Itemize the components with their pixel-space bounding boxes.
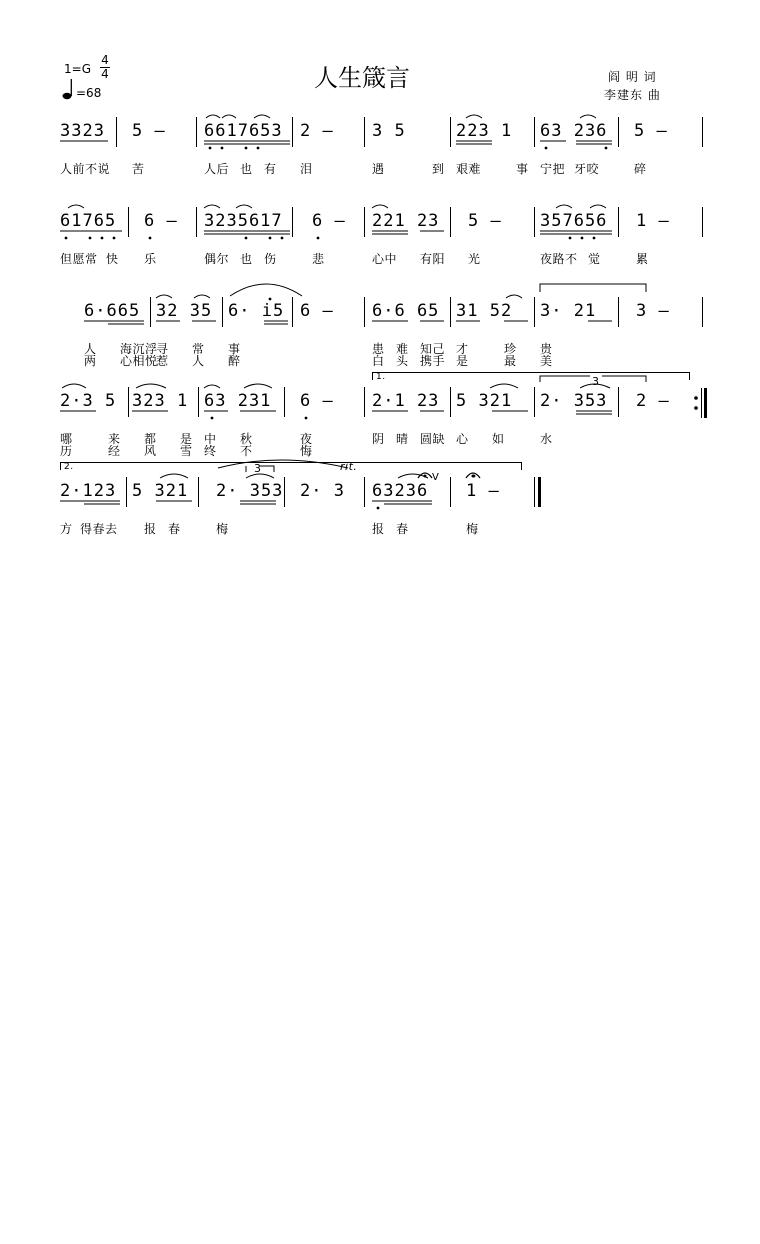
measure-notes: 2·1 23	[372, 391, 440, 411]
lyric: 人	[84, 342, 97, 356]
lyric: 人前不说	[60, 162, 111, 176]
measure-notes: 3 –	[636, 301, 670, 321]
lyric: 碎	[634, 162, 647, 176]
lyric: 携手	[420, 354, 446, 368]
lyric: 美	[540, 354, 553, 368]
lyric: 累	[636, 252, 649, 266]
lyric: 雪	[180, 444, 193, 458]
measure-notes: 6· i5	[228, 301, 285, 321]
lyric: 也	[240, 162, 253, 176]
lyric: 人	[192, 354, 205, 368]
lyric: 都	[144, 432, 157, 446]
lyric: 人后	[204, 162, 230, 176]
lyric: 海沉浮	[120, 342, 158, 356]
measure-notes: 5 321	[456, 391, 513, 411]
lyric: 晴	[396, 432, 409, 446]
key-signature: 1=G	[64, 62, 91, 76]
lyric: 艰难	[456, 162, 482, 176]
time-signature-top: 4	[101, 53, 109, 67]
lyric: 报	[144, 522, 157, 536]
lyric: 夜	[300, 432, 313, 446]
lyric: 白	[372, 354, 385, 368]
lyric: 秋	[240, 432, 253, 446]
measure-notes: 63236	[372, 481, 429, 501]
measure-notes: 3· 21	[540, 301, 597, 321]
volta-2-label: 2.	[64, 462, 74, 472]
measure-notes: 31 52	[456, 301, 513, 321]
lyric: 寻	[156, 342, 169, 356]
measure-notes: 5 –	[132, 121, 166, 141]
lyric: 春	[396, 522, 409, 536]
lyric: 常	[192, 342, 205, 356]
lyric: 圆缺	[420, 432, 446, 446]
lyric: 夜路不	[540, 252, 578, 266]
measure-notes: 2· 353	[216, 481, 284, 501]
composer-credit: 李建东 曲	[604, 88, 661, 102]
lyric: 经	[108, 444, 121, 458]
svg-text:3: 3	[592, 375, 599, 388]
lyric: 来	[108, 432, 121, 446]
measure-notes: 1 –	[466, 481, 500, 501]
measure-notes: 3323	[60, 121, 105, 141]
measure-notes: 6 –	[300, 301, 334, 321]
lyric: 伤	[264, 252, 277, 266]
lyric: 心	[456, 432, 469, 446]
measure-notes: 5 321	[132, 481, 189, 501]
lyric: 头	[396, 354, 409, 368]
lyric: 遇	[372, 162, 385, 176]
lyric: 是	[180, 432, 193, 446]
lyric: 方	[60, 522, 73, 536]
measure-notes: 63 236	[540, 121, 608, 141]
lyricist-credit: 阎 明 词	[608, 70, 657, 84]
lyric: 有	[264, 162, 277, 176]
measure-notes: 6 –	[300, 391, 334, 411]
lyric: 不	[240, 444, 253, 458]
tempo-marking: =68	[76, 86, 102, 100]
svg-text:3: 3	[254, 462, 261, 475]
measure-notes: 2· 3	[300, 481, 345, 501]
lyric: 乐	[144, 252, 157, 266]
lyric: 快	[106, 252, 119, 266]
measure-notes: 3 5	[372, 121, 406, 141]
lyric: 阴	[372, 432, 385, 446]
lyric: 光	[468, 252, 481, 266]
lyric: 醉	[228, 354, 241, 368]
lyric: 心中	[372, 252, 398, 266]
song-title: 人生箴言	[314, 64, 410, 92]
time-signature-bottom: 4	[101, 67, 109, 81]
measure-notes: 3235617	[204, 211, 283, 231]
measure-notes: 5 –	[468, 211, 502, 231]
lyric: 水	[540, 432, 553, 446]
lyric: 得春去	[80, 522, 118, 536]
lyric: 泪	[300, 162, 313, 176]
lyric: 春	[168, 522, 181, 536]
lyric: 患	[372, 342, 385, 356]
lyric: 报	[372, 522, 385, 536]
lyric: 苦	[132, 162, 145, 176]
measure-notes: 2 –	[636, 391, 670, 411]
lyric: 到	[432, 162, 445, 176]
lyric: 两	[84, 354, 97, 368]
measure-notes: 1 –	[636, 211, 670, 231]
lyric: 事	[228, 342, 241, 356]
lyric: 哪	[60, 432, 73, 446]
volta-1-label: 1.	[376, 372, 386, 382]
lyric: 牙咬	[574, 162, 600, 176]
lyric: 有阳	[420, 252, 446, 266]
lyric: 梅	[216, 522, 229, 536]
lyric: 最	[504, 354, 517, 368]
lyric: 才	[456, 342, 469, 356]
measure-notes: 2·3 5	[60, 391, 117, 411]
ritardando-mark: rit.	[340, 460, 358, 473]
measure-notes: 63 231	[204, 391, 272, 411]
measure-notes: 323 1	[132, 391, 189, 411]
lyric: 悔	[300, 444, 313, 458]
lyric: 悲	[312, 252, 325, 266]
measure-notes: 6 –	[144, 211, 178, 231]
measure-notes: 223 1	[456, 121, 513, 141]
lyric: 偶尔	[204, 252, 230, 266]
lyric: 历	[60, 444, 73, 458]
measure-notes: 5 –	[634, 121, 668, 141]
measure-notes: 61765	[60, 211, 117, 231]
lyric: 难	[396, 342, 409, 356]
lyric: 梅	[466, 522, 479, 536]
lyric: 中	[204, 432, 217, 446]
lyric: 珍	[504, 342, 517, 356]
lyric: 但愿常	[60, 252, 98, 266]
measure-notes: 2·123	[60, 481, 117, 501]
lyric: 觉	[588, 252, 601, 266]
measure-notes: 6·6 65	[372, 301, 440, 321]
lyric: 心相悦	[120, 354, 158, 368]
measure-notes: 6·665	[84, 301, 141, 321]
lyric: 如	[492, 432, 505, 446]
measure-notes: 357656	[540, 211, 608, 231]
measure-notes: 32 35	[156, 301, 213, 321]
lyric: 是	[456, 354, 469, 368]
lyric: 知己	[420, 342, 446, 356]
lyric: 事	[516, 162, 529, 176]
measure-notes: 2· 353	[540, 391, 608, 411]
lyric: 惹	[156, 354, 169, 368]
measure-notes: 221 23	[372, 211, 440, 231]
lyric: 宁把	[540, 162, 566, 176]
svg-text:V: V	[432, 472, 439, 483]
lyric: 风	[144, 444, 157, 458]
lyric: 终	[204, 444, 217, 458]
lyric: 也	[240, 252, 253, 266]
lyric: 贵	[540, 342, 553, 356]
measure-notes: 6617653	[204, 121, 283, 141]
measure-notes: 6 –	[312, 211, 346, 231]
measure-notes: 2 –	[300, 121, 334, 141]
